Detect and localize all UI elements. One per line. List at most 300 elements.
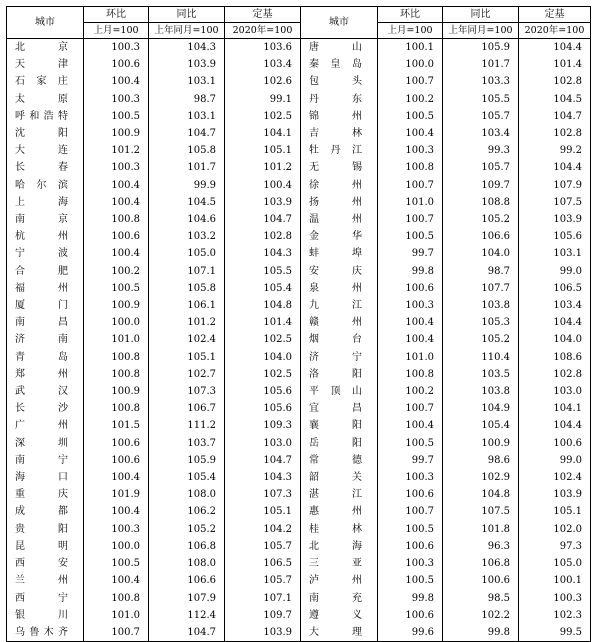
right-mom-cell: 100.5 — [378, 228, 443, 245]
header-fixed-sub-right: 2020年=100 — [519, 23, 591, 39]
right-mom-cell: 100.2 — [378, 383, 443, 400]
table-row — [7, 211, 591, 228]
right-fixed-cell: 103.9 — [519, 211, 591, 228]
left-yoy-cell: 103.1 — [149, 108, 225, 125]
left-city-cell: 福州 — [7, 280, 84, 297]
left-fixed-cell: 107.3 — [225, 486, 301, 503]
left-city-cell: 成都 — [7, 503, 84, 520]
table-row — [7, 159, 591, 176]
table-row — [7, 366, 591, 383]
left-yoy-cell: 103.7 — [149, 435, 225, 452]
right-city-cell: 金华 — [301, 228, 378, 245]
left-mom-cell: 100.4 — [84, 73, 149, 90]
table-row — [7, 503, 591, 520]
table-row — [7, 590, 591, 607]
right-yoy-cell: 108.8 — [443, 194, 519, 211]
right-fixed-cell: 104.1 — [519, 400, 591, 417]
left-city-cell: 长春 — [7, 159, 84, 176]
left-yoy-cell: 111.2 — [149, 417, 225, 434]
table-row — [7, 142, 591, 159]
right-mom-cell: 100.7 — [378, 503, 443, 520]
right-mom-cell: 100.7 — [378, 211, 443, 228]
left-city-cell: 上海 — [7, 194, 84, 211]
left-mom-cell: 100.3 — [84, 91, 149, 108]
left-yoy-cell: 106.1 — [149, 297, 225, 314]
left-fixed-cell: 103.0 — [225, 435, 301, 452]
left-yoy-cell: 105.8 — [149, 142, 225, 159]
left-city-cell: 长沙 — [7, 400, 84, 417]
right-yoy-cell: 103.8 — [443, 297, 519, 314]
table-row — [7, 607, 591, 624]
header-yoy-sub-right: 上年同月=100 — [443, 23, 519, 39]
left-fixed-cell: 104.7 — [225, 211, 301, 228]
table-row — [7, 383, 591, 400]
right-fixed-cell: 101.4 — [519, 56, 591, 73]
left-mom-cell: 100.8 — [84, 211, 149, 228]
right-mom-cell: 100.6 — [378, 607, 443, 624]
right-yoy-cell: 101.8 — [443, 521, 519, 538]
right-mom-cell: 100.1 — [378, 39, 443, 57]
right-mom-cell: 100.5 — [378, 108, 443, 125]
left-city-cell: 武汉 — [7, 383, 84, 400]
right-fixed-cell: 99.2 — [519, 142, 591, 159]
right-fixed-cell: 108.6 — [519, 349, 591, 366]
left-yoy-cell: 105.0 — [149, 245, 225, 262]
left-yoy-cell: 107.9 — [149, 590, 225, 607]
right-yoy-cell: 110.4 — [443, 349, 519, 366]
header-city-right: 城市 — [301, 7, 378, 39]
left-mom-cell: 100.8 — [84, 349, 149, 366]
right-mom-cell: 100.4 — [378, 314, 443, 331]
right-fixed-cell: 104.4 — [519, 159, 591, 176]
right-yoy-cell: 107.7 — [443, 280, 519, 297]
left-fixed-cell: 101.4 — [225, 314, 301, 331]
header-fixed-sub-left: 2020年=100 — [225, 23, 301, 39]
left-fixed-cell: 103.9 — [225, 194, 301, 211]
left-fixed-cell: 103.9 — [225, 624, 301, 642]
right-fixed-cell: 103.1 — [519, 245, 591, 262]
left-yoy-cell: 108.0 — [149, 555, 225, 572]
right-city-cell: 丹东 — [301, 91, 378, 108]
left-mom-cell: 101.2 — [84, 142, 149, 159]
right-mom-cell: 100.7 — [378, 73, 443, 90]
left-mom-cell: 100.6 — [84, 452, 149, 469]
right-mom-cell: 100.8 — [378, 159, 443, 176]
right-yoy-cell: 103.3 — [443, 73, 519, 90]
right-city-cell: 泉州 — [301, 280, 378, 297]
left-mom-cell: 100.9 — [84, 125, 149, 142]
left-fixed-cell: 109.3 — [225, 417, 301, 434]
header-yoy-left: 同比 — [149, 7, 225, 23]
header-mom-sub-right: 上月=100 — [378, 23, 443, 39]
table-row — [7, 417, 591, 434]
left-fixed-cell: 103.4 — [225, 56, 301, 73]
table-row — [7, 280, 591, 297]
right-city-cell: 温州 — [301, 211, 378, 228]
right-fixed-cell: 105.0 — [519, 555, 591, 572]
right-yoy-cell: 104.8 — [443, 486, 519, 503]
right-mom-cell: 100.5 — [378, 572, 443, 589]
right-fixed-cell: 102.3 — [519, 607, 591, 624]
table-row — [7, 435, 591, 452]
right-mom-cell: 100.0 — [378, 56, 443, 73]
table-row — [7, 314, 591, 331]
left-yoy-cell: 105.1 — [149, 349, 225, 366]
left-city-cell: 西宁 — [7, 590, 84, 607]
left-fixed-cell: 103.6 — [225, 39, 301, 57]
right-mom-cell: 100.3 — [378, 469, 443, 486]
left-mom-cell: 100.5 — [84, 280, 149, 297]
left-fixed-cell: 104.3 — [225, 245, 301, 262]
right-mom-cell: 100.4 — [378, 331, 443, 348]
right-fixed-cell: 102.8 — [519, 125, 591, 142]
right-mom-cell: 99.8 — [378, 590, 443, 607]
right-city-cell: 桂林 — [301, 521, 378, 538]
right-yoy-cell: 109.7 — [443, 177, 519, 194]
left-city-cell: 深圳 — [7, 435, 84, 452]
right-mom-cell: 100.3 — [378, 297, 443, 314]
table-row — [7, 177, 591, 194]
right-city-cell: 南充 — [301, 590, 378, 607]
left-yoy-cell: 106.8 — [149, 538, 225, 555]
right-fixed-cell: 100.3 — [519, 590, 591, 607]
table-row — [7, 349, 591, 366]
right-yoy-cell: 102.9 — [443, 469, 519, 486]
table-row — [7, 331, 591, 348]
price-index-table — [6, 6, 591, 642]
left-mom-cell: 100.8 — [84, 366, 149, 383]
left-mom-cell: 100.9 — [84, 297, 149, 314]
left-mom-cell: 100.6 — [84, 56, 149, 73]
left-yoy-cell: 104.6 — [149, 211, 225, 228]
left-city-cell: 太原 — [7, 91, 84, 108]
right-mom-cell: 99.7 — [378, 452, 443, 469]
table-row — [7, 39, 591, 57]
right-mom-cell: 100.7 — [378, 177, 443, 194]
left-yoy-cell: 101.2 — [149, 314, 225, 331]
right-city-cell: 锦州 — [301, 108, 378, 125]
right-city-cell: 岳阳 — [301, 435, 378, 452]
left-yoy-cell: 102.4 — [149, 331, 225, 348]
left-city-cell: 兰州 — [7, 572, 84, 589]
left-fixed-cell: 101.2 — [225, 159, 301, 176]
left-yoy-cell: 103.9 — [149, 56, 225, 73]
right-yoy-cell: 99.8 — [443, 624, 519, 642]
left-yoy-cell: 103.2 — [149, 228, 225, 245]
left-fixed-cell: 100.4 — [225, 177, 301, 194]
left-city-cell: 合肥 — [7, 263, 84, 280]
right-fixed-cell: 107.9 — [519, 177, 591, 194]
right-yoy-cell: 103.4 — [443, 125, 519, 142]
left-fixed-cell: 105.1 — [225, 142, 301, 159]
right-fixed-cell: 97.3 — [519, 538, 591, 555]
left-yoy-cell: 107.1 — [149, 263, 225, 280]
table-row — [7, 555, 591, 572]
left-mom-cell: 100.4 — [84, 469, 149, 486]
right-mom-cell: 100.3 — [378, 142, 443, 159]
left-mom-cell: 101.0 — [84, 331, 149, 348]
right-mom-cell: 100.7 — [378, 400, 443, 417]
left-mom-cell: 100.7 — [84, 624, 149, 642]
right-mom-cell: 99.8 — [378, 263, 443, 280]
left-city-cell: 天津 — [7, 56, 84, 73]
right-yoy-cell: 105.4 — [443, 417, 519, 434]
header-yoy-right: 同比 — [443, 7, 519, 23]
left-fixed-cell: 105.1 — [225, 503, 301, 520]
right-city-cell: 平顶山 — [301, 383, 378, 400]
left-fixed-cell: 102.6 — [225, 73, 301, 90]
left-city-cell: 海口 — [7, 469, 84, 486]
right-city-cell: 襄阳 — [301, 417, 378, 434]
right-yoy-cell: 105.2 — [443, 211, 519, 228]
right-yoy-cell: 105.7 — [443, 108, 519, 125]
left-yoy-cell: 104.7 — [149, 125, 225, 142]
table-row — [7, 469, 591, 486]
table-row — [7, 400, 591, 417]
right-fixed-cell: 102.4 — [519, 469, 591, 486]
right-city-cell: 蚌埠 — [301, 245, 378, 262]
left-yoy-cell: 104.7 — [149, 624, 225, 642]
right-mom-cell: 100.4 — [378, 125, 443, 142]
left-fixed-cell: 104.2 — [225, 521, 301, 538]
left-fixed-cell: 104.1 — [225, 125, 301, 142]
right-city-cell: 常德 — [301, 452, 378, 469]
left-fixed-cell: 105.6 — [225, 383, 301, 400]
left-mom-cell: 100.6 — [84, 435, 149, 452]
right-yoy-cell: 105.5 — [443, 91, 519, 108]
right-fixed-cell: 104.7 — [519, 108, 591, 125]
left-yoy-cell: 108.0 — [149, 486, 225, 503]
right-fixed-cell: 103.9 — [519, 486, 591, 503]
left-fixed-cell: 104.7 — [225, 452, 301, 469]
left-yoy-cell: 105.2 — [149, 521, 225, 538]
left-mom-cell: 100.6 — [84, 228, 149, 245]
left-city-cell: 济南 — [7, 331, 84, 348]
right-fixed-cell: 105.6 — [519, 228, 591, 245]
right-fixed-cell: 99.0 — [519, 452, 591, 469]
left-yoy-cell: 112.4 — [149, 607, 225, 624]
right-city-cell: 烟台 — [301, 331, 378, 348]
table-row — [7, 56, 591, 73]
left-city-cell: 广州 — [7, 417, 84, 434]
left-mom-cell: 100.3 — [84, 159, 149, 176]
right-yoy-cell: 106.6 — [443, 228, 519, 245]
left-mom-cell: 100.3 — [84, 39, 149, 57]
right-yoy-cell: 100.9 — [443, 435, 519, 452]
table-row — [7, 624, 591, 642]
left-fixed-cell: 109.7 — [225, 607, 301, 624]
left-mom-cell: 100.5 — [84, 108, 149, 125]
right-city-cell: 秦皇岛 — [301, 56, 378, 73]
left-fixed-cell: 99.1 — [225, 91, 301, 108]
table-row — [7, 452, 591, 469]
right-mom-cell: 100.6 — [378, 486, 443, 503]
right-fixed-cell: 102.0 — [519, 521, 591, 538]
left-mom-cell: 101.5 — [84, 417, 149, 434]
left-city-cell: 重庆 — [7, 486, 84, 503]
header-mom-sub-left: 上月=100 — [84, 23, 149, 39]
right-yoy-cell: 105.9 — [443, 39, 519, 57]
right-fixed-cell: 103.0 — [519, 383, 591, 400]
left-mom-cell: 100.4 — [84, 194, 149, 211]
right-mom-cell: 100.6 — [378, 538, 443, 555]
left-yoy-cell: 103.1 — [149, 73, 225, 90]
left-mom-cell: 100.5 — [84, 555, 149, 572]
left-mom-cell: 100.0 — [84, 314, 149, 331]
left-yoy-cell: 101.7 — [149, 159, 225, 176]
table-row — [7, 108, 591, 125]
left-mom-cell: 100.9 — [84, 383, 149, 400]
left-fixed-cell: 106.5 — [225, 555, 301, 572]
left-city-cell: 大连 — [7, 142, 84, 159]
right-city-cell: 安庆 — [301, 263, 378, 280]
right-city-cell: 大理 — [301, 624, 378, 642]
right-fixed-cell: 100.6 — [519, 435, 591, 452]
left-city-cell: 石家庄 — [7, 73, 84, 90]
right-yoy-cell: 102.2 — [443, 607, 519, 624]
right-city-cell: 惠州 — [301, 503, 378, 520]
right-city-cell: 北海 — [301, 538, 378, 555]
table-row — [7, 297, 591, 314]
left-fixed-cell: 105.5 — [225, 263, 301, 280]
header-mom-left: 环比 — [84, 7, 149, 23]
right-city-cell: 遵义 — [301, 607, 378, 624]
left-fixed-cell: 104.3 — [225, 469, 301, 486]
right-fixed-cell: 102.8 — [519, 366, 591, 383]
left-mom-cell: 100.2 — [84, 263, 149, 280]
table-row — [7, 91, 591, 108]
right-yoy-cell: 105.7 — [443, 159, 519, 176]
right-city-cell: 济宁 — [301, 349, 378, 366]
left-yoy-cell: 104.3 — [149, 39, 225, 57]
left-yoy-cell: 99.9 — [149, 177, 225, 194]
left-fixed-cell: 102.5 — [225, 108, 301, 125]
header-row-sub — [7, 23, 591, 39]
left-city-cell: 杭州 — [7, 228, 84, 245]
right-yoy-cell: 99.3 — [443, 142, 519, 159]
right-mom-cell: 99.6 — [378, 624, 443, 642]
right-yoy-cell: 103.5 — [443, 366, 519, 383]
right-yoy-cell: 103.8 — [443, 383, 519, 400]
left-mom-cell: 100.0 — [84, 538, 149, 555]
table-row — [7, 73, 591, 90]
right-city-cell: 韶关 — [301, 469, 378, 486]
left-city-cell: 乌鲁木齐 — [7, 624, 84, 642]
right-yoy-cell: 106.8 — [443, 555, 519, 572]
header-city-left: 城市 — [7, 7, 84, 39]
right-city-cell: 洛阳 — [301, 366, 378, 383]
right-city-cell: 牡丹江 — [301, 142, 378, 159]
right-fixed-cell: 105.1 — [519, 503, 591, 520]
right-city-cell: 徐州 — [301, 177, 378, 194]
left-mom-cell: 100.4 — [84, 503, 149, 520]
right-city-cell: 无锡 — [301, 159, 378, 176]
right-city-cell: 湛江 — [301, 486, 378, 503]
right-fixed-cell: 104.4 — [519, 39, 591, 57]
left-yoy-cell: 104.5 — [149, 194, 225, 211]
right-mom-cell: 100.6 — [378, 280, 443, 297]
left-fixed-cell: 102.8 — [225, 228, 301, 245]
left-yoy-cell: 102.7 — [149, 366, 225, 383]
right-mom-cell: 100.2 — [378, 91, 443, 108]
table-row — [7, 228, 591, 245]
left-fixed-cell: 105.4 — [225, 280, 301, 297]
left-mom-cell: 100.4 — [84, 572, 149, 589]
right-yoy-cell: 98.5 — [443, 590, 519, 607]
left-city-cell: 青岛 — [7, 349, 84, 366]
right-city-cell: 九江 — [301, 297, 378, 314]
right-city-cell: 扬州 — [301, 194, 378, 211]
left-yoy-cell: 106.2 — [149, 503, 225, 520]
right-fixed-cell: 103.4 — [519, 297, 591, 314]
right-city-cell: 赣州 — [301, 314, 378, 331]
table-row — [7, 125, 591, 142]
left-fixed-cell: 102.5 — [225, 366, 301, 383]
right-city-cell: 宜昌 — [301, 400, 378, 417]
header-row-main — [7, 7, 591, 23]
left-fixed-cell: 104.8 — [225, 297, 301, 314]
right-city-cell: 唐山 — [301, 39, 378, 57]
right-mom-cell: 99.7 — [378, 245, 443, 262]
right-city-cell: 包头 — [301, 73, 378, 90]
left-mom-cell: 100.4 — [84, 177, 149, 194]
left-fixed-cell: 107.1 — [225, 590, 301, 607]
right-yoy-cell: 104.0 — [443, 245, 519, 262]
left-city-cell: 北京 — [7, 39, 84, 57]
right-yoy-cell: 98.7 — [443, 263, 519, 280]
right-city-cell: 吉林 — [301, 125, 378, 142]
table-row — [7, 263, 591, 280]
right-yoy-cell: 98.6 — [443, 452, 519, 469]
right-yoy-cell: 105.2 — [443, 331, 519, 348]
left-fixed-cell: 102.5 — [225, 331, 301, 348]
right-fixed-cell: 99.5 — [519, 624, 591, 642]
left-city-cell: 南昌 — [7, 314, 84, 331]
right-city-cell: 泸州 — [301, 572, 378, 589]
left-yoy-cell: 107.3 — [149, 383, 225, 400]
table-row — [7, 245, 591, 262]
right-yoy-cell: 105.3 — [443, 314, 519, 331]
right-mom-cell: 101.0 — [378, 194, 443, 211]
left-city-cell: 南京 — [7, 211, 84, 228]
left-yoy-cell: 98.7 — [149, 91, 225, 108]
left-yoy-cell: 105.8 — [149, 280, 225, 297]
right-yoy-cell: 101.7 — [443, 56, 519, 73]
left-city-cell: 宁波 — [7, 245, 84, 262]
left-yoy-cell: 106.7 — [149, 400, 225, 417]
left-mom-cell: 100.8 — [84, 400, 149, 417]
left-city-cell: 南宁 — [7, 452, 84, 469]
left-yoy-cell: 106.6 — [149, 572, 225, 589]
left-city-cell: 银川 — [7, 607, 84, 624]
left-fixed-cell: 105.7 — [225, 572, 301, 589]
left-mom-cell: 101.9 — [84, 486, 149, 503]
table-row — [7, 538, 591, 555]
left-city-cell: 贵阳 — [7, 521, 84, 538]
left-city-cell: 郑州 — [7, 366, 84, 383]
right-mom-cell: 100.5 — [378, 521, 443, 538]
left-city-cell: 厦门 — [7, 297, 84, 314]
right-mom-cell: 100.4 — [378, 417, 443, 434]
left-city-cell: 呼和浩特 — [7, 108, 84, 125]
right-fixed-cell: 104.0 — [519, 331, 591, 348]
left-yoy-cell: 105.4 — [149, 469, 225, 486]
header-fixed-right: 定基 — [519, 7, 591, 23]
right-fixed-cell: 107.5 — [519, 194, 591, 211]
right-mom-cell: 100.3 — [378, 555, 443, 572]
right-mom-cell: 101.0 — [378, 349, 443, 366]
left-city-cell: 沈阳 — [7, 125, 84, 142]
